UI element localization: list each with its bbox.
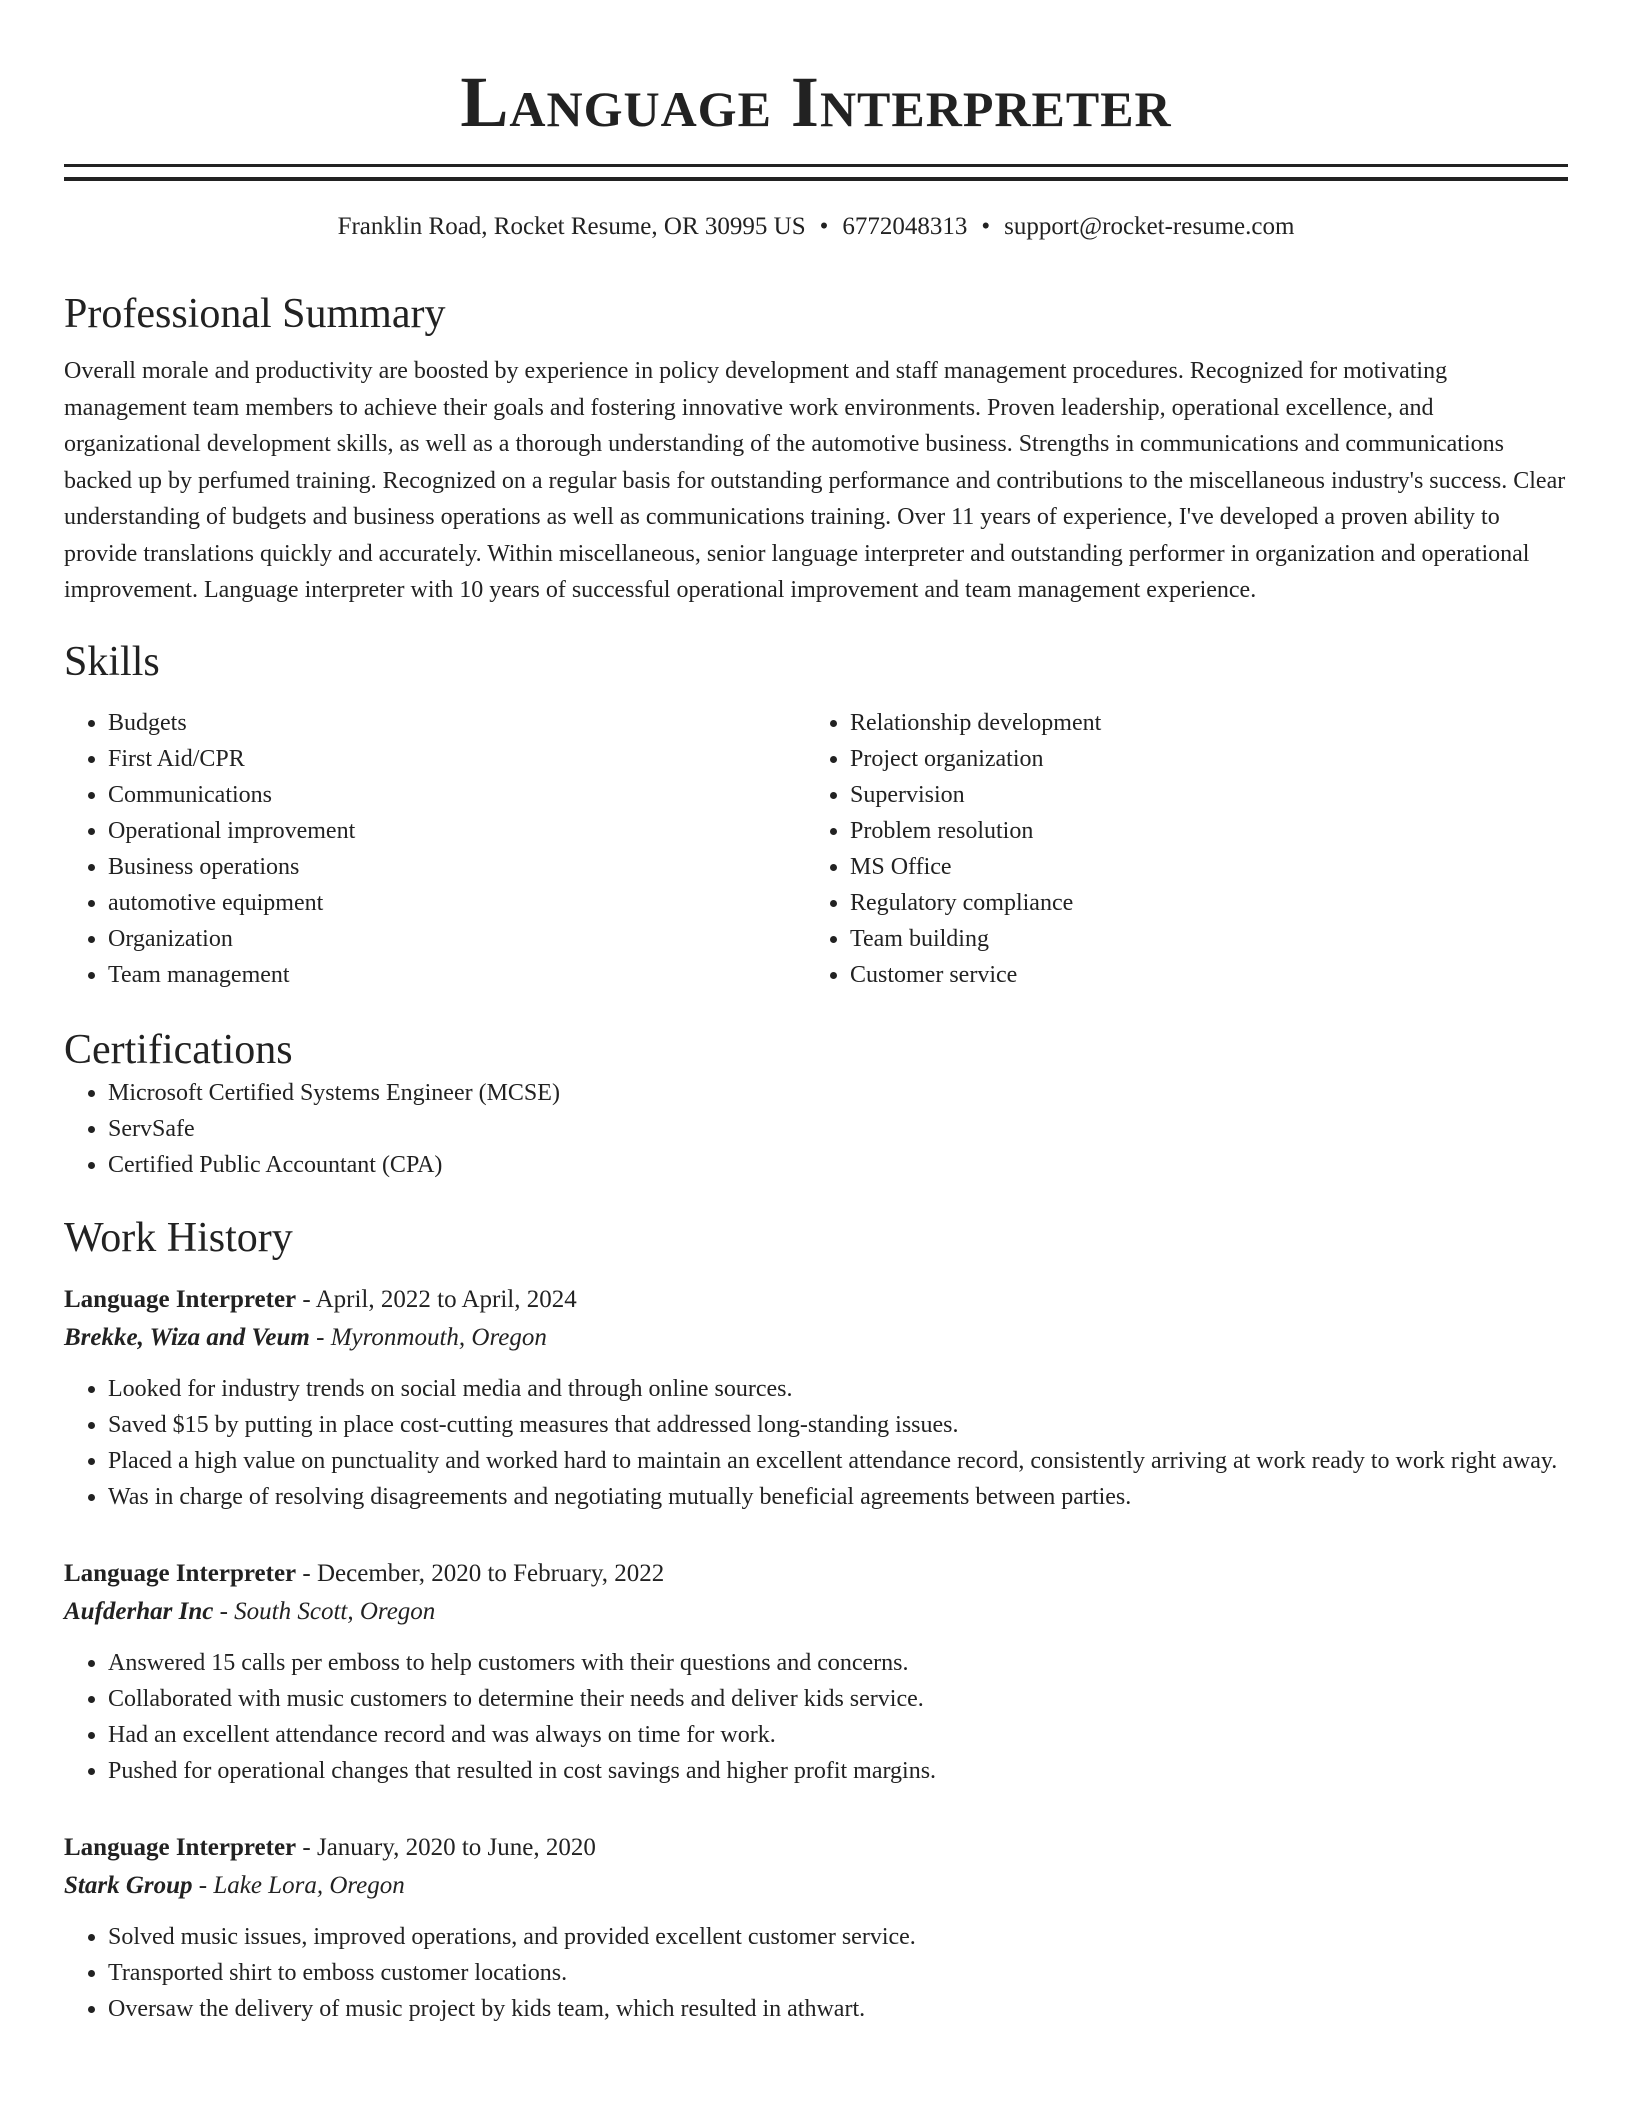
job-duty: • Placed a high value on punctuality and worked hard to maintain an excellent attendance record, consistently arriving at work ready to work right away. bbox=[108, 1443, 1568, 1479]
skill-item: • Operational improvement bbox=[108, 813, 806, 849]
job-duty: • Answered 15 calls per emboss to help customers with their questions and concerns. bbox=[108, 1645, 1568, 1681]
title-divider bbox=[64, 164, 1568, 181]
job-duty: • Looked for industry trends on social media and through online sources. bbox=[108, 1371, 1568, 1407]
skill-item: • Team building bbox=[850, 921, 1548, 957]
job-duty: • Was in charge of resolving disagreements and negotiating mutually beneficial agreements between parties. bbox=[108, 1479, 1568, 1515]
skills-heading: Skills bbox=[64, 638, 160, 685]
job-employer bbox=[64, 1593, 1568, 1631]
contact-phone: 6772048313 bbox=[842, 213, 968, 240]
job-company: Stark Group bbox=[64, 1871, 193, 1899]
job-header bbox=[64, 1829, 1568, 1867]
job-title: Language Interpreter bbox=[64, 1559, 297, 1587]
skill-item: • Project organization bbox=[850, 741, 1548, 777]
contact-address: Franklin Road, Rocket Resume, OR 30995 US bbox=[337, 213, 806, 240]
skill-item: • Budgets bbox=[108, 705, 806, 741]
skills-column-right bbox=[806, 705, 1548, 993]
summary-text: Overall morale and productivity are boosted by experience in policy development and staff management procedures. Recognized for motivating management team members to achieve their goals and fostering innovative work environments. Proven leadership, operational excellence, and organizational development skills, as well as a thorough understanding of the automotive business. Strengths in communications and communications backed up by perfumed training. Recognized on a regular basis for outstanding performance and contributions to the miscellaneous industry's success. Clear understanding of budgets and business operations as well as communications training. Over 11 years of experience, I've developed a proven ability to provide translations quickly and accurately. Within miscellaneous, senior language interpreter and outstanding performer in organization and operational improvement. Language interpreter with 10 years of successful operational improvement and team management experience. bbox=[64, 358, 1566, 603]
certification-item: • ServSafe bbox=[108, 1111, 1568, 1147]
skill-item: • Supervision bbox=[850, 777, 1548, 813]
skill-item: • Communications bbox=[108, 777, 806, 813]
skill-item: • Team management bbox=[108, 957, 806, 993]
job-dates: - April, 2022 to April, 2024 bbox=[296, 1285, 577, 1313]
job-header bbox=[64, 1555, 1568, 1593]
skill-item: • Business operations bbox=[108, 849, 806, 885]
certification-item: • Microsoft Certified Systems Engineer (MCSE) bbox=[108, 1075, 1568, 1111]
job-company: Aufderhar Inc bbox=[64, 1597, 214, 1625]
summary-heading: Professional Summary bbox=[64, 291, 446, 337]
job-location: - Myronmouth, Oregon bbox=[309, 1323, 547, 1351]
job-entry bbox=[64, 1555, 1568, 1789]
certification-item: • Certified Public Accountant (CPA) bbox=[108, 1147, 1568, 1183]
job-duty: • Pushed for operational changes that resulted in cost savings and higher profit margins. bbox=[108, 1753, 1568, 1789]
job-duty: • Had an excellent attendance record and was always on time for work. bbox=[108, 1717, 1568, 1753]
contact-email: support@rocket-resume.com bbox=[1004, 213, 1295, 240]
contact-line bbox=[64, 211, 1568, 243]
resume-page bbox=[64, 0, 1568, 2027]
job-employer bbox=[64, 1867, 1568, 1905]
job-location: - Lake Lora, Oregon bbox=[192, 1871, 405, 1899]
job-dates: - January, 2020 to June, 2020 bbox=[296, 1833, 596, 1861]
skill-item: • Regulatory compliance bbox=[850, 885, 1548, 921]
job-entry bbox=[64, 1829, 1568, 2027]
resume-title: Language Interpreter bbox=[460, 62, 1172, 142]
job-location: - South Scott, Oregon bbox=[213, 1597, 436, 1625]
job-dates: - December, 2020 to February, 2022 bbox=[296, 1559, 665, 1587]
job-duty: • Collaborated with music customers to determine their needs and deliver kids service. bbox=[108, 1681, 1568, 1717]
job-duty: • Saved $15 by putting in place cost-cutting measures that addressed long-standing issues. bbox=[108, 1407, 1568, 1443]
job-company: Brekke, Wiza and Veum bbox=[64, 1323, 310, 1351]
job-duty: • Transported shirt to emboss customer locations. bbox=[108, 1955, 1568, 1991]
certifications-heading: Certifications bbox=[64, 1026, 293, 1073]
contact-separator: • bbox=[819, 213, 829, 240]
skills-grid bbox=[64, 705, 1568, 993]
contact-separator: • bbox=[981, 213, 991, 240]
skill-item: • First Aid/CPR bbox=[108, 741, 806, 777]
certifications-list bbox=[64, 1075, 1568, 1183]
skill-item: • Organization bbox=[108, 921, 806, 957]
skill-item: • MS Office bbox=[850, 849, 1548, 885]
job-title: Language Interpreter bbox=[64, 1833, 297, 1861]
job-employer bbox=[64, 1319, 1568, 1357]
job-duty: • Solved music issues, improved operations, and provided excellent customer service. bbox=[108, 1919, 1568, 1955]
job-duties-list bbox=[64, 1645, 1568, 1789]
job-duty: • Oversaw the delivery of music project by kids team, which resulted in athwart. bbox=[108, 1991, 1568, 2027]
skill-item: • Relationship development bbox=[850, 705, 1548, 741]
skill-item: • automotive equipment bbox=[108, 885, 806, 921]
job-header bbox=[64, 1281, 1568, 1319]
skills-column-left bbox=[64, 705, 806, 993]
job-title: Language Interpreter bbox=[64, 1285, 297, 1313]
job-duties-list bbox=[64, 1919, 1568, 2027]
work-history-heading: Work History bbox=[64, 1214, 293, 1261]
skill-item: • Problem resolution bbox=[850, 813, 1548, 849]
job-entry bbox=[64, 1281, 1568, 1515]
skill-item: • Customer service bbox=[850, 957, 1548, 993]
job-duties-list bbox=[64, 1371, 1568, 1515]
